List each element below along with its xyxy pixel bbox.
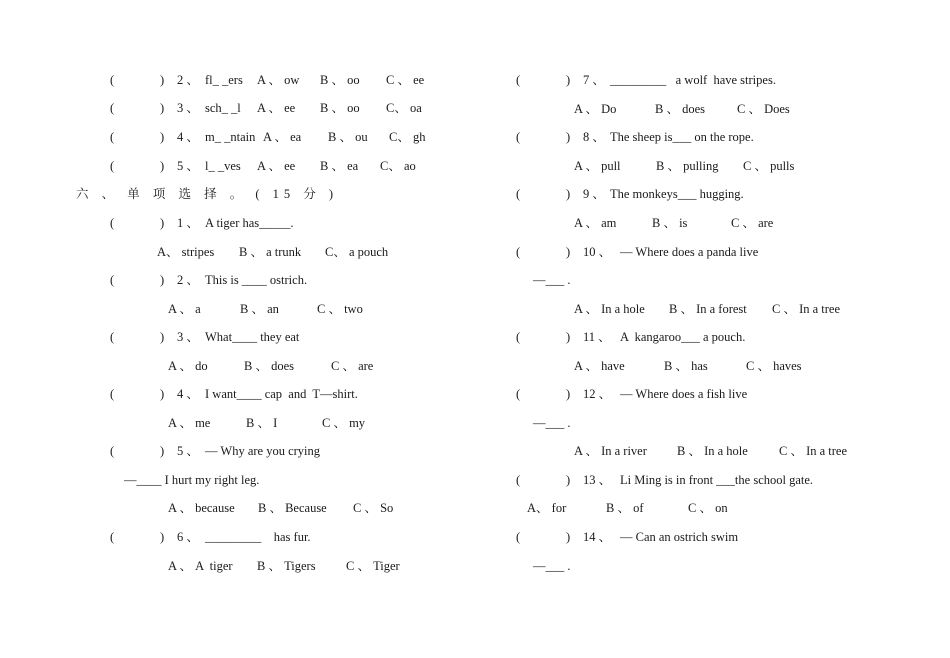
answer-bracket-close: ): [566, 245, 571, 259]
question-text: — Where does a fish live: [620, 387, 748, 401]
option-c: C 、 In a tree: [772, 302, 841, 316]
question-text: What____ they eat: [205, 330, 300, 344]
answer-bracket-open[interactable]: (: [110, 216, 115, 230]
option-b: B 、 a trunk: [239, 245, 302, 259]
answer-bracket-close: ): [160, 330, 165, 344]
answer-bracket-close: ): [566, 130, 571, 144]
option-b: B 、 has: [664, 359, 708, 373]
answer-bracket-open[interactable]: (: [110, 444, 115, 458]
answer-bracket-close: ): [160, 530, 165, 544]
question-text: This is ____ ostrich.: [205, 273, 308, 287]
answer-bracket-close: ): [160, 73, 165, 87]
question-number: 10 、: [583, 245, 612, 259]
question-number: 6 、: [177, 530, 199, 544]
option-b: B 、 is: [652, 216, 688, 230]
question-number: 7 、: [583, 73, 605, 87]
option-c: C 、 Tiger: [346, 559, 400, 573]
item-word: l_ _ves: [205, 159, 241, 173]
answer-bracket-close: ): [566, 187, 571, 201]
option-b: B 、 In a hole: [677, 444, 748, 458]
question-text: The sheep is___ on the rope.: [610, 130, 754, 144]
option-c: C 、 So: [353, 501, 394, 515]
option-c: C、 oa: [386, 101, 422, 115]
question-text: — Where does a panda live: [620, 245, 759, 259]
item-word: sch_ _l: [205, 101, 241, 115]
answer-bracket-open[interactable]: (: [516, 473, 521, 487]
option-c: C 、 are: [731, 216, 774, 230]
question-10-answer-line: —___ .: [533, 273, 571, 287]
option-c: C 、 ee: [386, 73, 425, 87]
question-text: The monkeys___ hugging.: [610, 187, 744, 201]
option-b: B 、 does: [655, 102, 706, 116]
item-word: m_ _ntain: [205, 130, 256, 144]
option-a: A 、 ee: [257, 159, 296, 173]
option-c: C 、 are: [331, 359, 374, 373]
answer-bracket-open[interactable]: (: [110, 101, 115, 115]
answer-bracket-close: ): [160, 273, 165, 287]
answer-bracket-open[interactable]: (: [516, 130, 521, 144]
answer-bracket-open[interactable]: (: [110, 159, 115, 173]
option-c: C 、 Does: [737, 102, 790, 116]
answer-bracket-close: ): [566, 387, 571, 401]
question-text: — Why are you crying: [205, 444, 321, 458]
option-c: C 、 two: [317, 302, 363, 316]
answer-bracket-close: ): [160, 130, 165, 144]
option-a: A 、 Do: [574, 102, 617, 116]
option-b: B 、 oo: [320, 101, 360, 115]
question-text: _________ a wolf have stripes.: [610, 73, 776, 87]
answer-bracket-open[interactable]: (: [516, 187, 521, 201]
option-c: C 、 In a tree: [779, 444, 848, 458]
item-word: fl_ _ers: [205, 73, 243, 87]
question-number: 4 、: [177, 387, 199, 401]
answer-bracket-open[interactable]: (: [516, 245, 521, 259]
item-number: 3 、: [177, 101, 199, 115]
question-5-answer-line: —____ I hurt my right leg.: [124, 473, 260, 487]
option-b: B 、 Tigers: [257, 559, 316, 573]
option-b: B 、 ea: [320, 159, 359, 173]
option-a: A 、 am: [574, 216, 617, 230]
question-14-answer-line: —___ .: [533, 559, 571, 573]
section-heading: 六 、 单 项 选 择 。 ( 15 分 ): [76, 187, 339, 201]
option-a: A 、 have: [574, 359, 625, 373]
answer-bracket-close: ): [160, 159, 165, 173]
answer-bracket-open[interactable]: (: [110, 273, 115, 287]
option-b: B 、 does: [244, 359, 295, 373]
option-a: A 、 because: [168, 501, 235, 515]
question-text: _________ has fur.: [205, 530, 311, 544]
option-a: A 、 me: [168, 416, 211, 430]
answer-bracket-close: ): [566, 73, 571, 87]
answer-bracket-close: ): [160, 387, 165, 401]
option-a: A 、 ow: [257, 73, 300, 87]
option-a: A 、 In a hole: [574, 302, 645, 316]
question-number: 1 、: [177, 216, 199, 230]
answer-bracket-close: ): [160, 216, 165, 230]
option-b: B 、 pulling: [656, 159, 719, 173]
question-number: 2 、: [177, 273, 199, 287]
answer-bracket-close: ): [160, 101, 165, 115]
answer-bracket-open[interactable]: (: [110, 130, 115, 144]
question-number: 14 、: [583, 530, 612, 544]
answer-bracket-close: ): [566, 473, 571, 487]
question-number: 3 、: [177, 330, 199, 344]
question-12-answer-line: —___ .: [533, 416, 571, 430]
item-number: 5 、: [177, 159, 199, 173]
option-a: A、 for: [527, 501, 567, 515]
option-b: B 、 oo: [320, 73, 360, 87]
question-text: I want____ cap and T—shirt.: [205, 387, 358, 401]
answer-bracket-open[interactable]: (: [516, 330, 521, 344]
answer-bracket-open[interactable]: (: [516, 530, 521, 544]
answer-bracket-open[interactable]: (: [110, 330, 115, 344]
question-number: 9 、: [583, 187, 605, 201]
question-text: Li Ming is in front ___the school gate.: [620, 473, 814, 487]
option-c: C 、 haves: [746, 359, 802, 373]
option-b: B 、 I: [246, 416, 278, 430]
option-b: B 、 In a forest: [669, 302, 747, 316]
option-a: A 、 ee: [257, 101, 296, 115]
option-c: C 、 on: [688, 501, 728, 515]
answer-bracket-open[interactable]: (: [110, 73, 115, 87]
option-a: A 、 a: [168, 302, 201, 316]
answer-bracket-open[interactable]: (: [516, 387, 521, 401]
answer-bracket-close: ): [160, 444, 165, 458]
question-number: 13 、: [583, 473, 612, 487]
item-number: 4 、: [177, 130, 199, 144]
question-text: A kangaroo___ a pouch.: [620, 330, 746, 344]
item-number: 2 、: [177, 73, 199, 87]
option-a: A 、 ea: [263, 130, 302, 144]
answer-bracket-open[interactable]: (: [110, 530, 115, 544]
question-number: 8 、: [583, 130, 605, 144]
answer-bracket-open[interactable]: (: [516, 73, 521, 87]
option-a: A 、 In a river: [574, 444, 647, 458]
option-a: A 、 pull: [574, 159, 621, 173]
question-number: 12 、: [583, 387, 612, 401]
answer-bracket-open[interactable]: (: [110, 387, 115, 401]
option-a: A 、 A tiger: [168, 559, 233, 573]
question-number: 5 、: [177, 444, 199, 458]
answer-bracket-close: ): [566, 330, 571, 344]
option-c: C 、 pulls: [743, 159, 795, 173]
option-c: C、 ao: [380, 159, 416, 173]
question-number: 11 、: [583, 330, 611, 344]
answer-bracket-close: ): [566, 530, 571, 544]
option-b: B 、 of: [606, 501, 644, 515]
option-a: A 、 do: [168, 359, 208, 373]
question-text: A tiger has_____.: [205, 216, 294, 230]
option-c: C、 a pouch: [325, 245, 389, 259]
option-b: B 、 Because: [258, 501, 327, 515]
option-c: C 、 my: [322, 416, 366, 430]
option-b: B 、 an: [240, 302, 279, 316]
option-b: B 、 ou: [328, 130, 368, 144]
question-text: — Can an ostrich swim: [620, 530, 739, 544]
option-c: C、 gh: [389, 130, 426, 144]
option-a: A、 stripes: [157, 245, 215, 259]
